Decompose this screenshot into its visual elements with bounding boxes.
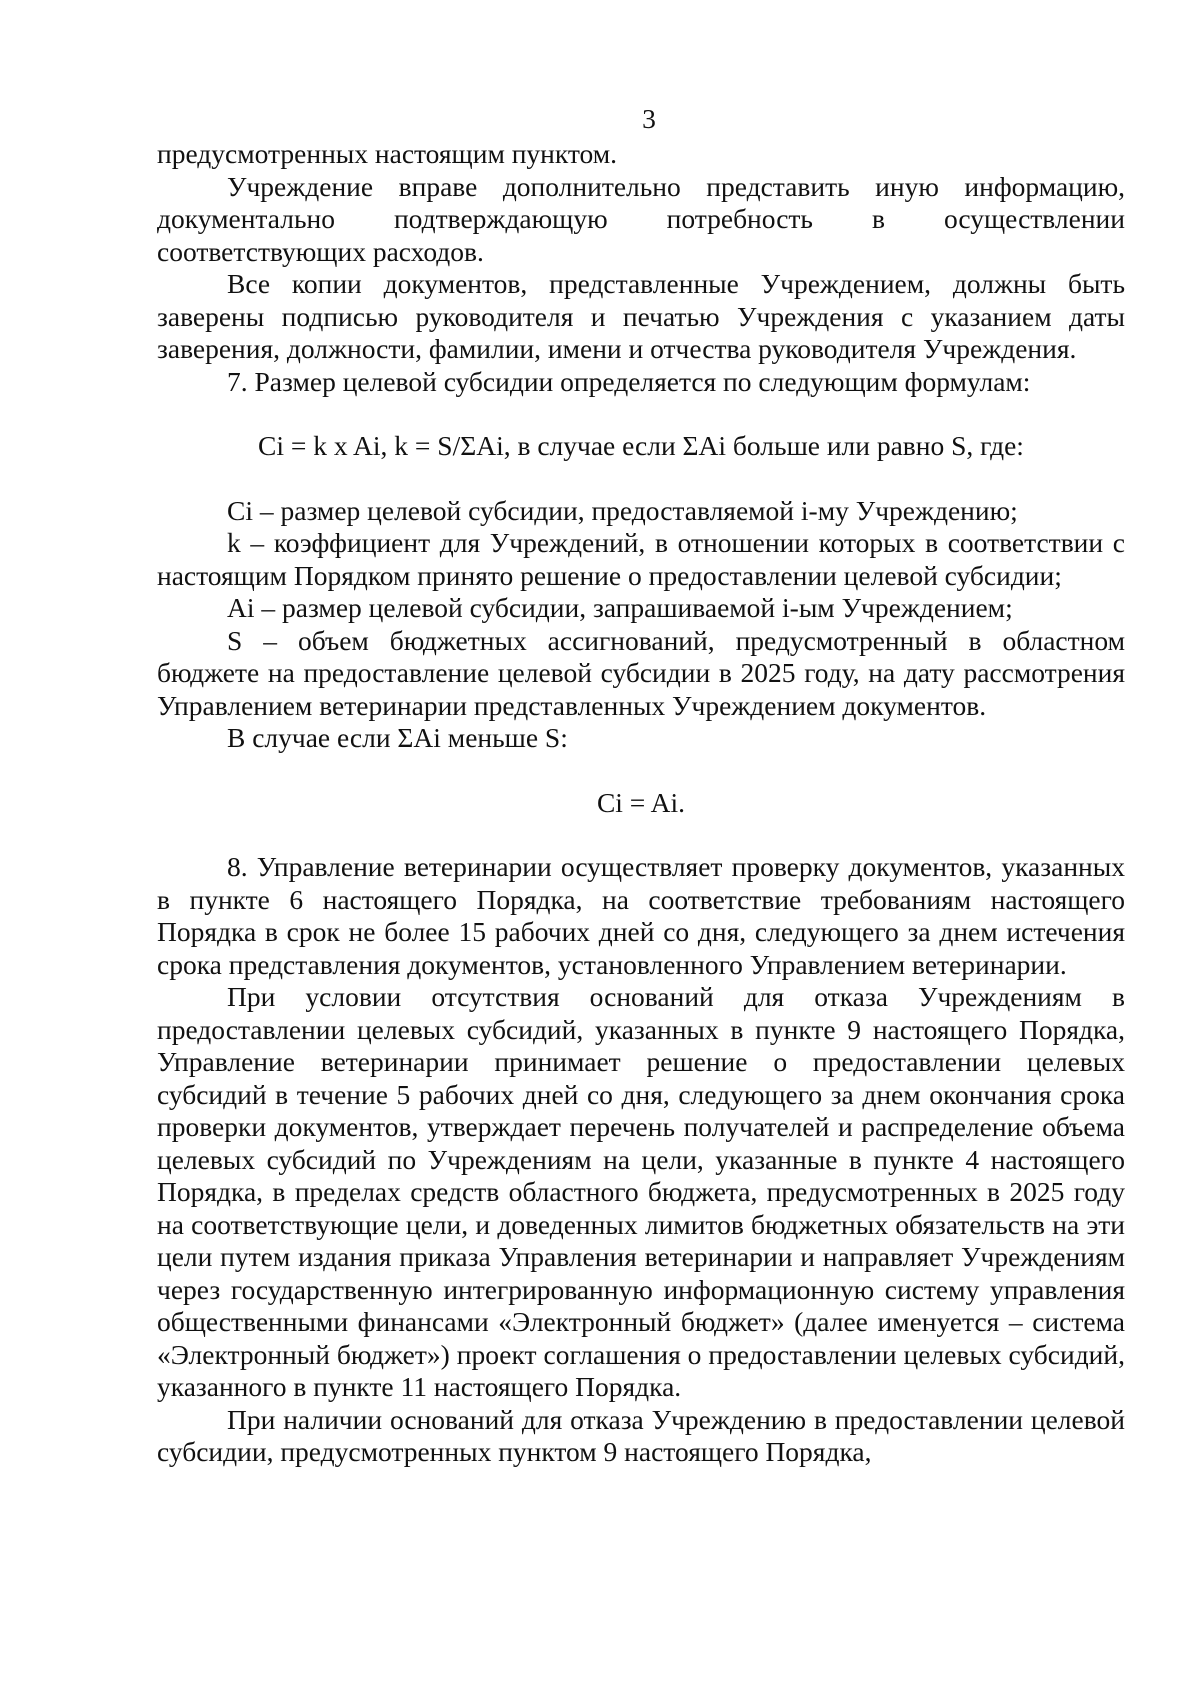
formula-main: Ci = k x Ai, k = S/ΣAi, в случае если ΣAi больше или равно S, где: [258,430,1024,461]
paragraph-decision: При условии отсутствия оснований для отказа Учреждениям в предоставлении целевых субсидий, указанных в пункте 9 настоящего Порядка, Управление ветеринарии принимает решение о предоставлении целевых субсидий в течение 5 рабочих дней со дня, следующего за днем окончания срока проверки документов, утверждает перечень получателей и распределение объема целевых субсидий по Учреждениям на цели, указанные в пункте 4 настоящего Порядка, в пределах средств областного бюджета, предусмотренных в 2025 году на соответствующие цели, и доведенных лимитов бюджетных обязательств на эти цели путем издания приказа Управления ветеринарии и направляет Учреждениям через государственную интегрированную информационную систему управления общественными финансами «Электронный бюджет» (далее именуется – система «Электронный бюджет») проект соглашения о предоставлении целевых субсидий, указанного в пункте 11 настоящего Порядка. [157,981,1125,1402]
paragraph-section-8: 8. Управление ветеринарии осуществляет проверку документов, указанных в пункте 6 настоящего Порядка, на соответствие требованиям настоящего Порядка в срок не более 15 рабочих дней со дня, следующего за днем истечения срока представления документов, установленного Управлением ветеринарии. [157,851,1125,980]
page-number: 3 [642,103,656,134]
blank-line [157,755,1125,787]
paragraph-additional-info: Учреждение вправе дополнительно представить иную информацию, документально подтверждающую потребность в осуществлении соответствующих расходов. [157,170,1125,267]
blank-line [157,819,1125,851]
definition-ci: Ci – размер целевой субсидии, предоставляемой i-му Учреждению; [227,494,1018,526]
paragraph-continuation: предусмотренных настоящим пунктом. [157,138,618,169]
definition-s: S – объем бюджетных ассигнований, предусмотренный в областном бюджете на предоставление целевой субсидии в 2025 году, на дату рассмотрения Управлением ветеринарии представленных Учреждением документов. [157,624,1125,721]
blank-line [157,398,1125,430]
paragraph-section-7: 7. Размер целевой субсидии определяется по следующим формулам: [227,365,1031,397]
definition-k: k – коэффициент для Учреждений, в отношении которых в соответствии с настоящим Порядком принято решение о предоставлении целевой субсидии; [157,527,1125,591]
case-sum-less: В случае если ΣAi меньше S: [227,722,568,753]
blank-line [157,463,1125,495]
formula-secondary: Ci = Ai. [596,786,686,818]
definition-ai: Ai – размер целевой субсидии, запрашиваемой i-ым Учреждением; [227,592,1013,623]
document-page [157,100,1125,1469]
paragraph-document-copies: Все копии документов, представленные Учреждением, должны быть заверены подписью руководителя и печатью Учреждения с указанием даты заверения, должности, фамилии, имени и отчества руководителя Учреждения. [157,268,1125,364]
paragraph-refusal: При наличии оснований для отказа Учреждению в предоставлении целевой субсидии, предусмотренных пунктом 9 настоящего Порядка, [157,1403,1125,1467]
